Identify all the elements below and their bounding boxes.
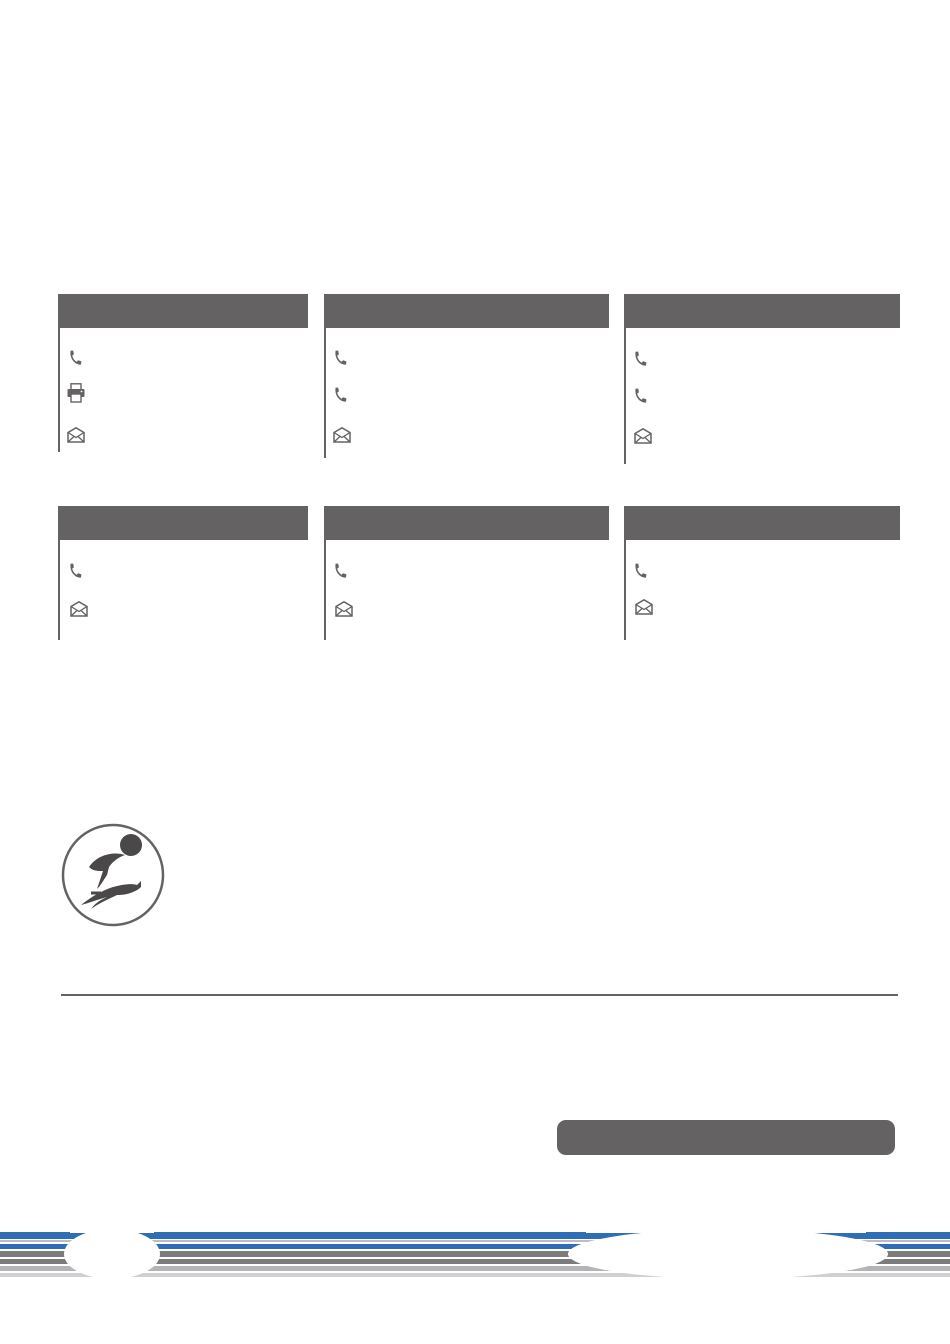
contact-card-header	[324, 506, 609, 540]
phone-icon	[333, 350, 347, 366]
email-icon	[635, 599, 653, 615]
footer-stripe-band	[0, 1225, 950, 1285]
phone-icon	[633, 388, 647, 404]
footer-pill-bar	[557, 1120, 895, 1155]
email-icon	[333, 427, 351, 443]
email-icon	[634, 428, 652, 444]
contact-card-header	[324, 294, 609, 328]
phone-icon	[633, 351, 647, 367]
phone-icon	[68, 563, 82, 579]
contact-card-header	[58, 506, 308, 540]
card-left-rule	[324, 328, 326, 458]
phone-icon	[333, 563, 347, 579]
card-left-rule	[324, 540, 326, 640]
section-divider	[61, 994, 898, 996]
card-left-rule	[624, 540, 626, 640]
phone-icon	[333, 387, 347, 403]
card-left-rule	[58, 540, 60, 640]
phone-icon	[68, 350, 82, 366]
contact-card-header	[624, 294, 900, 328]
fax-icon	[67, 383, 85, 403]
phone-icon	[633, 563, 647, 579]
contact-card-3	[624, 294, 900, 466]
contact-card-1	[58, 294, 308, 459]
contact-card-header	[58, 294, 308, 328]
contact-card-6	[624, 506, 900, 642]
running-figure-logo-icon	[61, 823, 165, 927]
contact-card-header	[624, 506, 900, 540]
contact-card-4	[58, 506, 308, 642]
card-left-rule	[58, 328, 60, 452]
contact-card-2	[324, 294, 609, 459]
contact-card-5	[324, 506, 609, 642]
email-icon	[70, 601, 88, 617]
email-icon	[335, 601, 353, 617]
email-icon	[67, 427, 85, 443]
card-left-rule	[624, 328, 626, 464]
